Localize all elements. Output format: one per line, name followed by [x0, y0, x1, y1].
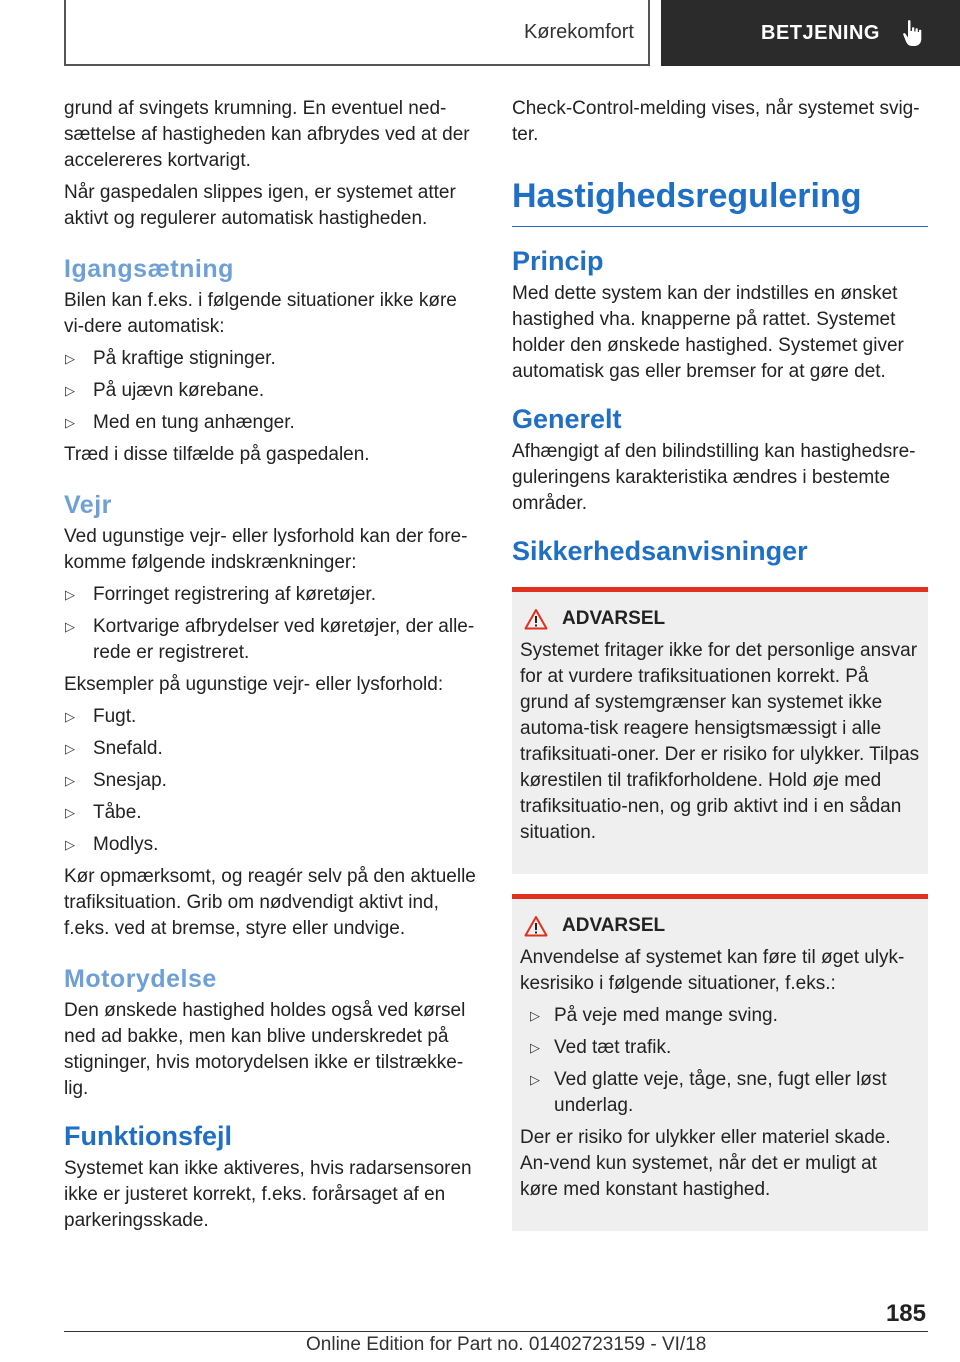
- bullet-triangle-icon: ▷: [65, 619, 75, 634]
- paragraph: Træd i disse tilfælde på gaspedalen.: [64, 444, 370, 465]
- bullet-triangle-icon: ▷: [530, 1008, 540, 1023]
- list-item: ▷ Ved glatte veje, tåge, sne, fugt eller løst underlag.: [530, 1069, 887, 1116]
- bullet-triangle-icon: ▷: [65, 805, 75, 820]
- list-item: ▷ Modlys.: [64, 832, 478, 858]
- list-item: ▷ Tåbe.: [64, 800, 478, 826]
- bullet-list: [64, 346, 478, 436]
- heading-vejr: Vejr: [64, 491, 112, 519]
- bullet-list: [520, 1003, 920, 1119]
- list-item: ▷ Forringet registrering af køretøjer.: [64, 582, 478, 608]
- bullet-triangle-icon: ▷: [65, 587, 75, 602]
- warning-header: [520, 608, 920, 630]
- bullet-triangle-icon: ▷: [65, 415, 75, 430]
- list-item: ▷ Ved tæt trafik.: [520, 1035, 920, 1061]
- paragraph: Systemet kan ikke aktiveres, hvis radarsensoren ikke er justeret korrekt, f.eks. forårsaget af en parkeringsskade.: [64, 1158, 472, 1231]
- bullet-triangle-icon: ▷: [65, 773, 75, 788]
- left-column: [64, 96, 478, 1240]
- pointing-hand-icon: [902, 19, 926, 47]
- warning-box: [512, 894, 928, 1231]
- paragraph: Med dette system kan der indstilles en ønsket hastighed vha. knapperne på rattet. Systemet holder den ønskede hastighed. Systemet giver automatisk gas eller bremser for at gøre det.: [512, 283, 904, 382]
- header-section-box: [64, 0, 650, 66]
- paragraph: Den ønskede hastighed holdes også ved kørsel ned ad bakke, men kan blive underskredet på stigninger, hvis motorydelsen ikke er tilstrække-lig.: [64, 1000, 466, 1099]
- list-item: ▷ Fugt.: [64, 704, 478, 730]
- bullet-triangle-icon: ▷: [65, 351, 75, 366]
- warning-header: [520, 915, 920, 937]
- heading-motorydelse: Motorydelse: [64, 965, 217, 993]
- chapter-title: Hastighedsregulering: [512, 174, 928, 227]
- footer-divider: [64, 1331, 928, 1332]
- paragraph: Eksempler på ugunstige vejr- eller lysforhold:: [64, 674, 444, 695]
- right-column: [512, 96, 928, 1231]
- header-section-title: Kørekomfort: [523, 20, 634, 43]
- bullet-triangle-icon: ▷: [65, 837, 75, 852]
- bullet-triangle-icon: ▷: [65, 383, 75, 398]
- warning-text: Systemet fritager ikke for det personlige ansvar for at vurdere trafiksituationen korrekt. På grund af systemgrænser kan systemet ikke automa-tisk reagere hensigtsmæssigt i alle trafiksituati-oner. Der er risiko for ulykker. Tilpas kørestilen til trafikforholdene. Hold øje med trafiksituatio-nen, og grib aktivt ind i en sådan situation.: [520, 640, 920, 843]
- warning-triangle-icon: [524, 608, 548, 630]
- footer-edition-text: Online Edition for Part no. 01402723159 - VI/18: [306, 1334, 707, 1355]
- paragraph: grund af svingets krumning. En eventuel ned-sættelse af hastigheden kan afbrydes ved at der accelereres kortvarigt.: [64, 98, 470, 171]
- bullet-triangle-icon: ▷: [530, 1072, 540, 1087]
- bullet-triangle-icon: ▷: [65, 709, 75, 724]
- heading-funktionsfejl: Funktionsfejl: [64, 1121, 232, 1151]
- page-number: 185: [885, 1300, 926, 1327]
- paragraph: Afhængigt af den bilindstilling kan hastighedsre-guleringens karakteristika ændres i bestemte områder.: [512, 441, 916, 514]
- list-item: ▷ Snesjap.: [64, 768, 478, 794]
- heading-generelt: Generelt: [512, 404, 622, 434]
- list-item: ▷ Med en tung anhænger.: [64, 410, 478, 436]
- list-item: ▷ På veje med mange sving.: [520, 1003, 920, 1029]
- list-item: ▷ Kortvarige afbrydelser ved køretøjer, der alle-rede er registreret.: [65, 616, 475, 663]
- list-item: ▷ Snefald.: [64, 736, 478, 762]
- warning-text: Anvendelse af systemet kan føre til øget ulyk-kesrisiko i følgende situationer, f.eks.:: [520, 947, 905, 994]
- bullet-list: [64, 704, 478, 858]
- paragraph: Check-Control-melding vises, når systemet svig-ter.: [512, 98, 920, 145]
- bullet-triangle-icon: ▷: [65, 741, 75, 756]
- bullet-list: [64, 582, 478, 666]
- paragraph: Når gaspedalen slippes igen, er systemet atter aktivt og regulerer automatisk hastigheden.: [64, 182, 456, 229]
- warning-title: ADVARSEL: [562, 915, 666, 936]
- heading-igangsaetning: Igangsætning: [64, 255, 234, 283]
- bullet-triangle-icon: ▷: [530, 1040, 540, 1055]
- list-item: ▷ På kraftige stigninger.: [64, 346, 478, 372]
- paragraph: Bilen kan f.eks. i følgende situationer ikke køre vi-dere automatisk:: [64, 290, 457, 337]
- header-tab-title: BETJENING: [761, 21, 880, 44]
- warning-text: Der er risiko for ulykker eller materiel skade. An-vend kun systemet, når det er muligt at køre med konstant hastighed.: [520, 1127, 891, 1200]
- paragraph: Ved ugunstige vejr- eller lysforhold kan der fore-komme følgende indskrænkninger:: [64, 526, 468, 573]
- list-item: ▷ På ujævn kørebane.: [64, 378, 478, 404]
- header-tab: [661, 0, 960, 66]
- warning-triangle-icon: [524, 915, 548, 937]
- heading-sikkerhedsanvisninger: Sikkerhedsanvisninger: [512, 536, 808, 566]
- paragraph: Kør opmærksomt, og reagér selv på den aktuelle trafiksituation. Grib om nødvendigt aktivt ind, f.eks. ved at bremse, styre eller undvige.: [64, 866, 476, 939]
- heading-princip: Princip: [512, 246, 604, 276]
- warning-title: ADVARSEL: [562, 608, 666, 629]
- warning-box: [512, 587, 928, 874]
